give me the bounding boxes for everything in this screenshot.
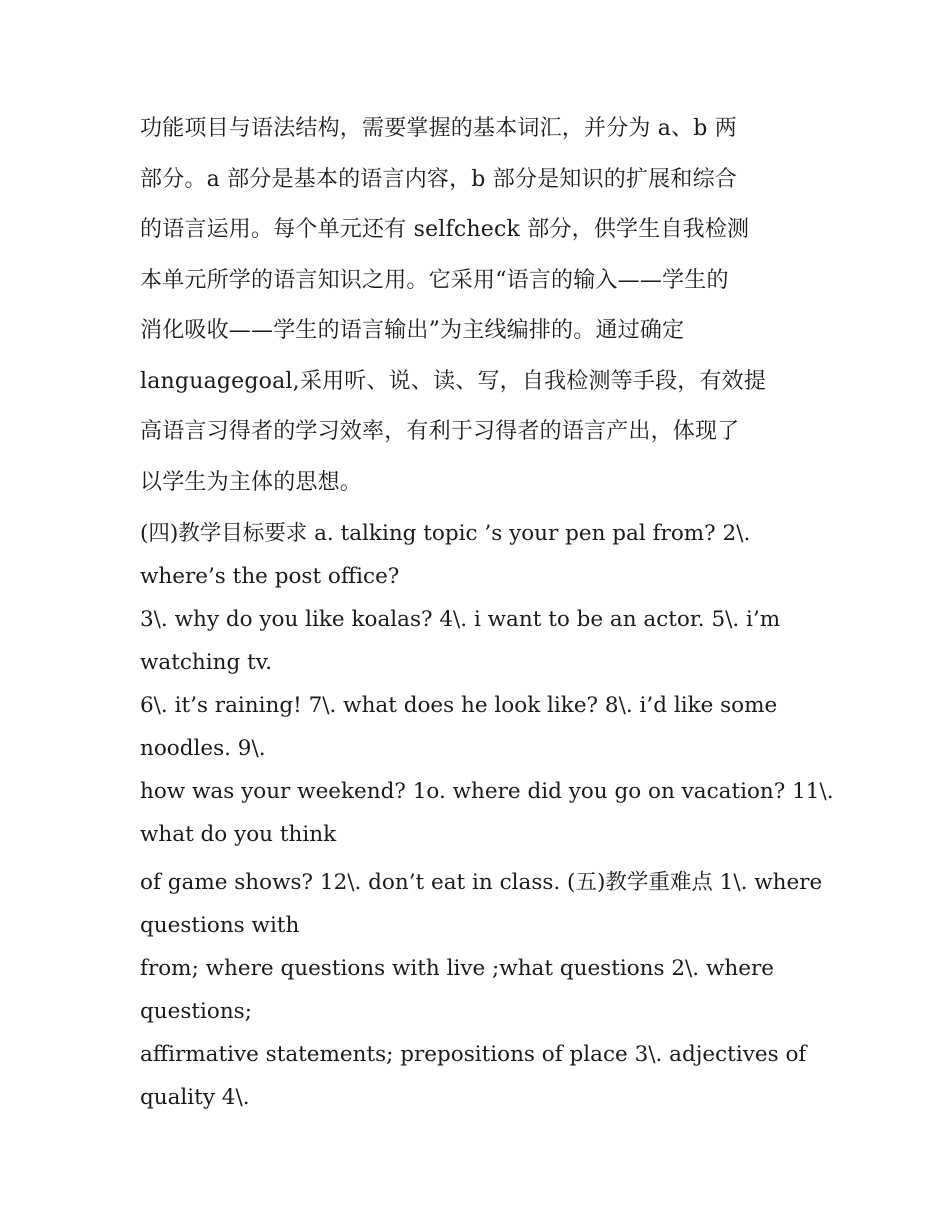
- text-line: 本单元所学的语言知识之用。它采用“语言的输入——学生的: [140, 267, 729, 293]
- text-line: of game shows? 12\. don’t eat in class. (五)教学重难点 1\. where: [140, 870, 823, 895]
- text-line: questions with: [140, 913, 300, 938]
- text-line: quality 4\.: [140, 1085, 250, 1110]
- text-line: 6\. it’s raining! 7\. what does he look like? 8\. i’d like some: [140, 693, 778, 718]
- text-line: watching tv.: [140, 650, 273, 675]
- document-page: [140, 104, 834, 1119]
- text-line: 高语言习得者的学习效率，有利于习得者的语言产出，体现了: [140, 419, 740, 444]
- text-line: languagegoal,采用听、说、读、写，自我检测等手段，有效提: [140, 368, 767, 394]
- text-line: how was your weekend? 1o. where did you go on vacation? 11\.: [140, 779, 834, 804]
- text-line: 的语言运用。每个单元还有 selfcheck 部分，供学生自我检测: [140, 217, 750, 242]
- chinese-paragraph: [140, 104, 820, 508]
- text-line: 以学生为主体的思想。: [140, 469, 363, 495]
- english-topics-block: [140, 512, 834, 1119]
- text-line: noodles. 9\.: [140, 736, 266, 761]
- text-line: 3\. why do you like koalas? 4\. i want to be an actor. 5\. i’m: [140, 607, 781, 632]
- text-line: what do you think: [140, 822, 337, 847]
- text-line: (四)教学目标要求 a. talking topic ’s your pen pal from? 2\.: [140, 521, 751, 546]
- text-line: 消化吸收——学生的语言输出”为主线编排的。通过确定: [140, 318, 685, 343]
- text-line: 部分。a 部分是基本的语言内容，b 部分是知识的扩展和综合: [140, 166, 737, 192]
- text-line: questions;: [140, 999, 252, 1024]
- text-line: affirmative statements; prepositions of place 3\. adjectives of: [140, 1042, 807, 1067]
- text-line: 功能项目与语法结构，需要掌握的基本词汇，并分为 a、b 两: [140, 116, 737, 141]
- text-line: where’s the post office?: [140, 564, 400, 589]
- text-line: from; where questions with live ;what questions 2\. where: [140, 956, 774, 981]
